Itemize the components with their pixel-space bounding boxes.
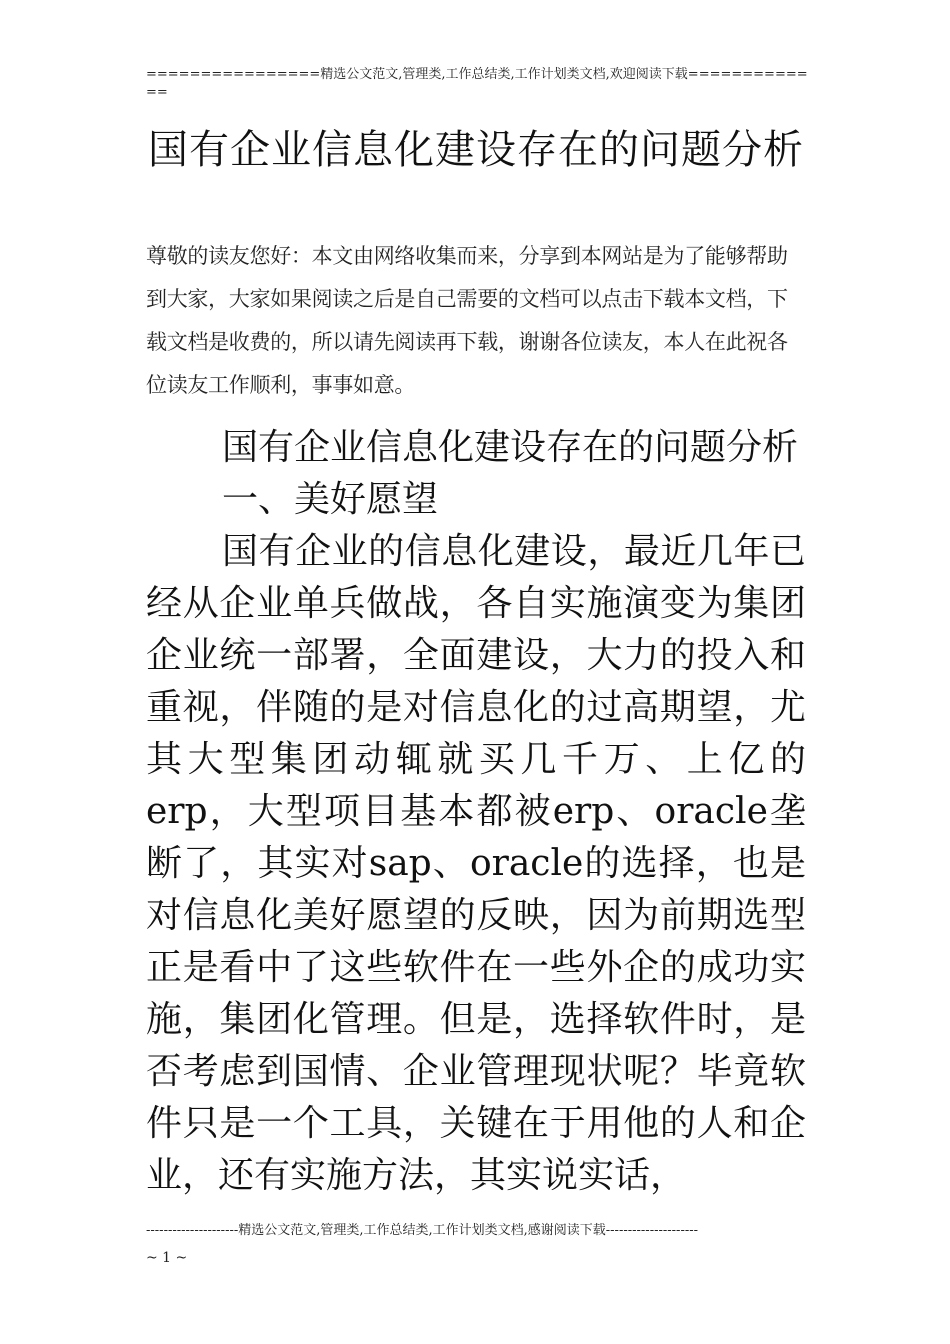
body-heading: 国有企业信息化建设存在的问题分析 (222, 427, 799, 468)
body-paragraph: 国有企业的信息化建设，最近几年已经从企业单兵做战，各自实施演变为集团企业统一部署，全面建设，大力的投入和重视，伴随的是对信息化的过高期望，尤其大型集团动辄就买几千万、上亿的erp，大型项目基本都被erp、oracle垄断了，其实对sap、oracle的选择，也是对信息化美好愿望的反映，因为前期选型正是看中了这些软件在一些外企的成功实施，集团化管理。但是，选择软件时，是否考虑到国情、企业管理现状呢？毕竟软件只是一个工具，关键在于用他的人和企业，还有实施方法，其实说实话， (146, 531, 806, 1196)
section-title: 一、美好愿望 (222, 479, 439, 520)
reader-greeting: 尊敬的读友您好：本文由网络收集而来，分享到本网站是为了能够帮助到大家，大家如果阅读之后是自己需要的文档可以点击下载本文档，下载文档是收费的，所以请先阅读再下载，谢谢各位读友，本人在此祝各位读友工作顺利，事事如意。 (146, 244, 788, 397)
page-number: ~ 1 ~ (146, 1250, 188, 1266)
page-header: ================精选公文范文,管理类,工作总结类,工作计划类文档,欢迎阅读下载============= (146, 67, 808, 100)
document-body (146, 422, 806, 1202)
page-footer: ---------------------精选公文范文,管理类,工作总结类,工作计划类文档,感谢阅读下载--------------------- (146, 1223, 699, 1238)
document-title: 国有企业信息化建设存在的问题分析 (148, 127, 804, 173)
